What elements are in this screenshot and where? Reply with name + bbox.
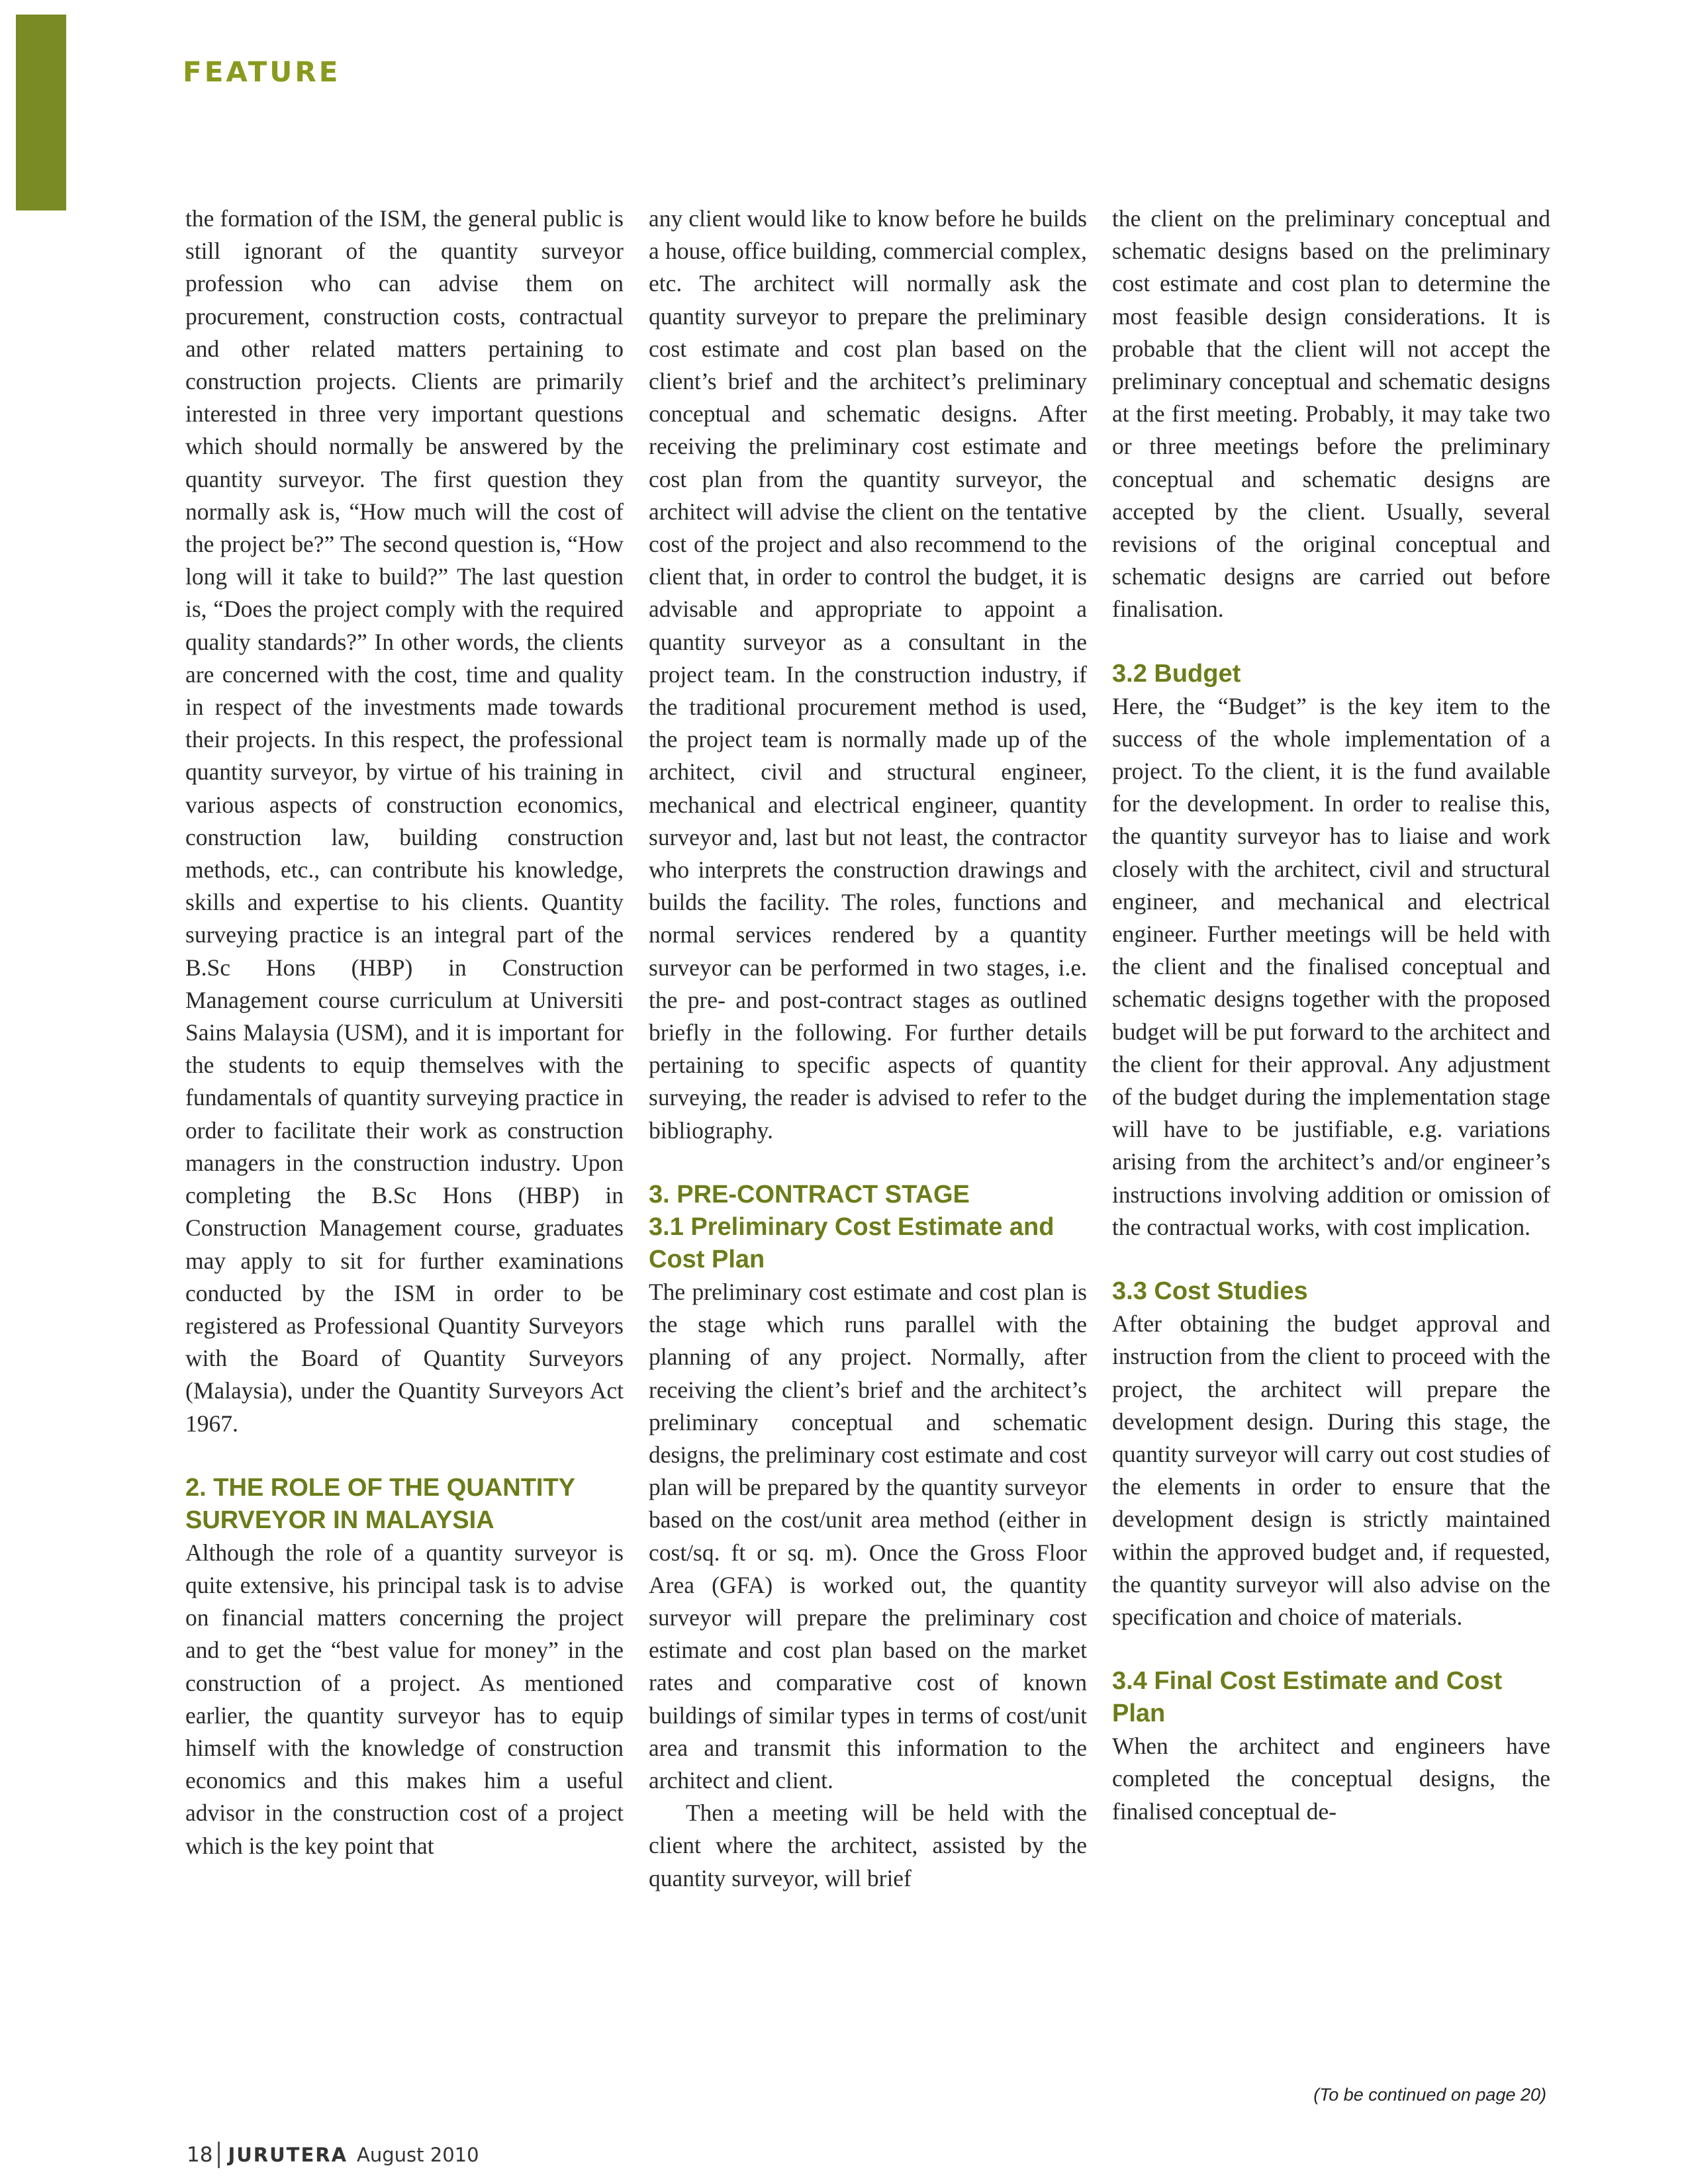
paragraph: When the architect and engineers have completed the conceptual designs, the finalised conceptual de- [1112, 1733, 1550, 1825]
paragraph: The preliminary cost estimate and cost plan is the stage which runs parallel with the planning of any project. Normally, after receiving the client’s brief and the architect’s preliminary conceptual and schematic designs, the preliminary cost estimate and cost plan will be prepared by the quantity surveyor based on the cost/unit area method (either in cost/sq. ft or sq. m). Once the Gross Floor Area (GFA) is worked out, the quantity surveyor will prepare the preliminary cost estimate and cost plan based on the market rates and comparative cost of known buildings of similar types in terms of cost/unit area and transmit this information to the architect and client. [649, 1278, 1087, 1794]
section-heading: 3. PRE-CONTRACT STAGE [649, 1180, 970, 1208]
paragraph: Although the role of a quantity surveyor is quite extensive, his principal task is to advise on financial matters concerning the project and to get the “best value for money” in the construction of a project. As mentioned earlier, the quantity surveyor has to equip himself with the knowledge of construction economics and this makes him a useful advisor in the construction cost of a project which is the key point that [185, 1539, 624, 1859]
page-footer [187, 2142, 479, 2168]
section-color-bar [16, 15, 66, 210]
paragraph: the formation of the ISM, the general public is still ignorant of the quantity surveyor profession who can advise them on procurement, construction costs, contractual and other related matters pertaining to construction projects. Clients are primarily interested in three very important questions which should normally be answered by the quantity surveyor. The first question they normally ask is, “How much will the cost of the project be?” The second question is, “How long will it take to build?” The last question is, “Does the project comply with the required quality standards?” In other words, the clients are concerned with the cost, time and quality in respect of the investments made towards their projects. In this respect, the professional quantity surveyor, by virtue of his training in various aspects of construction economics, construction law, building construction methods, etc., can contribute his knowledge, skills and expertise to his clients. Quantity surveying practice is an integral part of the B.Sc Hons (HBP) in Construction Management course curriculum at Universiti Sains Malaysia (USM), and it is important for the students to equip themselves with the fundamentals of quantity surveying practice in order to facilitate their work as construction managers in the construction industry. Upon completing the B.Sc Hons (HBP) in Construction Management course, graduates may apply to sit for further examinations conducted by the ISM in order to be registered as Professional Quantity Surveyors with the Board of Quantity Surveyors (Malaysia), under the Quantity Surveyors Act 1967. [185, 205, 624, 1437]
section-heading: 2. THE ROLE OF THE QUANTITY SURVEYOR IN MALAYSIA [185, 1473, 575, 1534]
page-number: 18 [187, 2143, 213, 2167]
footer-divider [218, 2142, 220, 2168]
subsection-heading: 3.1 Preliminary Cost Estimate and Cost Plan [649, 1212, 1055, 1273]
paragraph: Then a meeting will be held with the client where the architect, assisted by the quantity surveyor, will brief [649, 1799, 1087, 1891]
text-column-2 [649, 203, 1087, 1895]
paragraph: After obtaining the budget approval and instruction from the client to proceed with the project, the architect will prepare the development design. During this stage, the quantity surveyor will carry out cost studies of the elements in order to ensure that the development design is strictly maintained within the approved budget and, if requested, the quantity surveyor will also advise on the specification and choice of materials. [1112, 1310, 1550, 1630]
paragraph: Here, the “Budget” is the key item to the success of the whole implementation of a project. To the client, it is the fund available for the development. In order to realise this, the quantity surveyor has to liaise and work closely with the architect, civil and structural engineer, and mechanical and electrical engineer. Further meetings will be held with the client and the finalised conceptual and schematic designs together with the proposed budget will be put forward to the architect and the client for their approval. Any adjustment of the budget during the implementation stage will have to be justifiable, e.g. variations arising from the architect’s and/or engineer’s instructions involving addition or omission of the contractual works, with cost implication. [1112, 692, 1550, 1240]
continued-note: (To be continued on page 20) [1313, 2085, 1546, 2105]
magazine-name: JURUTERA [228, 2144, 348, 2166]
paragraph: any client would like to know before he builds a house, office building, commercial complex, etc. The architect will normally ask the quantity surveyor to prepare the preliminary cost estimate and cost plan based on the client’s brief and the architect’s preliminary conceptual and schematic designs. After receiving the preliminary cost estimate and cost plan from the quantity surveyor, the architect will advise the client on the tentative cost of the project and also recommend to the client that, in order to control the budget, it is advisable and appropriate to appoint a quantity surveyor as a consultant in the project team. In the construction industry, if the traditional procurement method is used, the project team is normally made up of the architect, civil and structural engineer, mechanical and electrical engineer, quantity surveyor and, last but not least, the contractor who interprets the construction drawings and builds the facility. The roles, functions and normal services rendered by a quantity surveyor can be performed in two stages, i.e. the pre- and post-contract stages as outlined briefly in the following. For further details pertaining to specific aspects of quantity surveying, the reader is advised to refer to the bibliography. [649, 205, 1087, 1144]
section-label: FEATURE [183, 56, 341, 88]
issue-date: August 2010 [357, 2144, 479, 2166]
subsection-heading: 3.2 Budget [1112, 659, 1241, 688]
subsection-heading: 3.4 Final Cost Estimate and Cost Plan [1112, 1667, 1503, 1728]
text-column-1 [185, 203, 624, 1862]
paragraph: the client on the preliminary conceptual and schematic designs based on the preliminary cost estimate and cost plan to determine the most feasible design considerations. It is probable that the client will not accept the preliminary conceptual and schematic designs at the first meeting. Probably, it may take two or three meetings before the preliminary conceptual and schematic designs are accepted by the client. Usually, several revisions of the original conceptual and schematic designs are carried out before finalisation. [1112, 205, 1550, 623]
text-column-3 [1112, 203, 1550, 1828]
subsection-heading: 3.3 Cost Studies [1112, 1277, 1308, 1306]
